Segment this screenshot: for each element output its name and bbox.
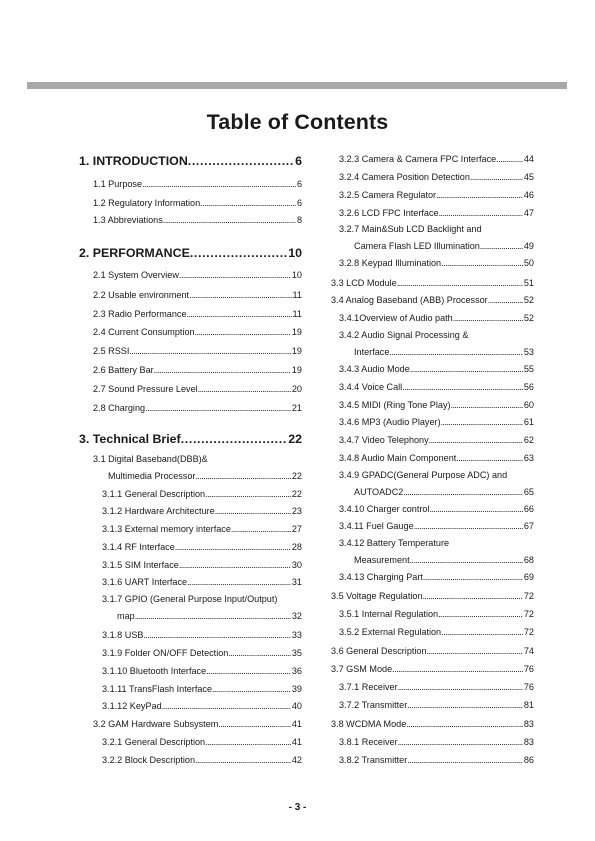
dot-leader	[135, 611, 291, 622]
toc-entry[interactable]	[331, 258, 534, 269]
toc-entry-title: 3.2.5 Camera Regulator	[339, 190, 437, 200]
dot-leader	[488, 295, 523, 306]
dot-leader	[179, 560, 291, 571]
toc-page-number: 72	[523, 627, 534, 637]
toc-entry-title: 3.1.11 TransFlash Interface	[102, 684, 213, 694]
toc-entry-title: 3.4.3 Audio Mode	[339, 364, 410, 374]
dot-leader	[430, 504, 523, 515]
dot-leader	[129, 346, 290, 357]
toc-entry[interactable]	[79, 666, 302, 677]
toc-page-number: 72	[523, 591, 534, 601]
toc-page-number: 22	[291, 489, 302, 499]
toc-page-number: 28	[291, 542, 302, 552]
toc-page-number: 76	[523, 664, 534, 674]
toc-entry[interactable]	[331, 154, 534, 165]
dot-leader	[441, 258, 523, 269]
toc-entry-title: 3.1.4 RF Interface	[102, 542, 175, 552]
toc-page-number: 6	[296, 179, 302, 189]
dot-leader	[410, 364, 523, 375]
toc-entry[interactable]	[331, 435, 534, 446]
dot-leader	[142, 179, 296, 190]
toc-entry-title: 2.1 System Overview	[93, 270, 179, 280]
toc-entry[interactable]	[331, 278, 534, 289]
dot-leader	[215, 506, 291, 517]
toc-entry[interactable]	[79, 755, 302, 766]
dot-leader	[181, 432, 288, 446]
dot-leader	[414, 521, 523, 532]
dot-leader	[423, 572, 523, 583]
dot-leader	[410, 555, 523, 566]
toc-entry[interactable]	[331, 755, 534, 766]
toc-entry[interactable]	[331, 572, 534, 583]
toc-page-number: 76	[523, 682, 534, 692]
toc-page-number: 20	[291, 384, 302, 394]
toc-page-number: 19	[291, 327, 302, 337]
toc-entry[interactable]	[331, 330, 534, 358]
dot-leader	[427, 646, 523, 657]
dot-leader	[439, 208, 523, 219]
toc-entry-title-continued: Multimedia Processor	[108, 471, 196, 481]
dot-leader	[154, 365, 291, 376]
toc-entry-title: 3.8.1 Receiver	[339, 737, 398, 747]
toc-entry-title: 3.2.4 Camera Position Detection	[339, 172, 470, 182]
toc-page-number: 83	[523, 719, 534, 729]
toc-entry[interactable]	[331, 682, 534, 693]
toc-entry[interactable]	[79, 384, 302, 395]
toc-page-number: 35	[291, 648, 302, 658]
toc-page-number: 42	[291, 755, 302, 765]
dot-leader	[218, 719, 291, 730]
toc-entry-title: 3.2.2 Block Description	[102, 755, 196, 765]
dot-leader	[392, 664, 523, 675]
toc-entry[interactable]	[331, 400, 534, 411]
toc-page-number: 47	[523, 208, 534, 218]
toc-page-number: 46	[523, 190, 534, 200]
toc-entry-title: 3.1.5 SIM Interface	[102, 560, 179, 570]
toc-entry[interactable]	[331, 417, 534, 428]
toc-entry[interactable]	[79, 154, 302, 168]
dot-leader	[205, 737, 291, 748]
toc-page-number: 83	[523, 737, 534, 747]
toc-page-number: 49	[523, 241, 534, 251]
toc-page-number: 22	[291, 471, 302, 481]
dot-leader	[438, 609, 523, 620]
dot-leader	[453, 313, 523, 324]
toc-entry-title: 3.1.3 External memory interface	[102, 524, 231, 534]
toc-entry[interactable]	[79, 684, 302, 695]
toc-entry[interactable]	[79, 648, 302, 659]
dot-leader	[496, 154, 523, 165]
dot-leader	[397, 278, 523, 289]
toc-entry[interactable]	[331, 172, 534, 183]
dot-leader	[423, 591, 523, 602]
toc-entry[interactable]	[79, 198, 302, 209]
toc-page-number: 31	[291, 577, 302, 587]
toc-entry[interactable]	[331, 609, 534, 620]
toc-entry[interactable]	[79, 403, 302, 414]
toc-page-number: 22	[288, 432, 302, 446]
toc-entry-title-continued: AUTOADC2	[354, 487, 404, 497]
dot-leader	[407, 700, 523, 711]
dot-leader	[200, 198, 296, 209]
toc-page-number: 40	[291, 701, 302, 711]
toc-entry-title: 3.5.1 Internal Regulation	[339, 609, 439, 619]
dot-leader	[206, 666, 291, 677]
toc-entry[interactable]	[79, 594, 302, 622]
toc-entry[interactable]	[331, 190, 534, 201]
toc-entry-title: 3.2.7 Main&Sub LCD Backlight and	[339, 224, 482, 234]
toc-page-number: 86	[523, 755, 534, 765]
toc-page-number: 44	[523, 154, 534, 164]
toc-page-number: 33	[291, 630, 302, 640]
toc-entry-title: 3. Technical Brief	[79, 432, 181, 446]
toc-entry[interactable]	[79, 365, 302, 376]
toc-entry-title: 3.7 GSM Mode	[331, 664, 393, 674]
dot-leader	[195, 327, 291, 338]
toc-page-number: 6	[296, 198, 302, 208]
toc-entry[interactable]	[331, 295, 534, 306]
toc-page-number: 74	[523, 646, 534, 656]
toc-entry-title: 3.4.2 Audio Signal Processing &	[339, 330, 469, 340]
toc-entry[interactable]	[331, 208, 534, 219]
toc-page-number: 53	[523, 347, 534, 357]
toc-entry-title: 3.1.12 KeyPad	[102, 701, 162, 711]
dot-leader	[429, 435, 523, 446]
toc-entry-title: 3.5.2 External Regulation	[339, 627, 442, 637]
toc-page-number: 69	[523, 572, 534, 582]
toc-page-number: 11	[292, 290, 302, 300]
dot-leader	[212, 684, 291, 695]
dot-leader	[189, 290, 292, 301]
toc-entry[interactable]	[331, 504, 534, 515]
dot-leader	[205, 489, 291, 500]
toc-entry-title: 3.1 Digital Baseband(DBB)&	[93, 454, 208, 464]
toc-page-number: 41	[291, 737, 302, 747]
toc-entry[interactable]	[79, 309, 302, 320]
toc-entry-title: 3.2 GAM Hardware Subsystem	[93, 719, 219, 729]
toc-entry[interactable]	[331, 453, 534, 464]
toc-entry[interactable]	[79, 290, 302, 301]
toc-entry-title: 3.1.8 USB	[102, 630, 144, 640]
toc-entry[interactable]	[331, 313, 534, 324]
toc-entry-title: 3.4.1Overview of Audio path	[339, 313, 453, 323]
toc-entry-title: 2.6 Battery Bar	[93, 365, 154, 375]
toc-entry-title: 1.1 Purpose	[93, 179, 143, 189]
toc-entry-title: 3.4.8 Audio Main Component	[339, 453, 457, 463]
toc-entry[interactable]	[79, 454, 302, 482]
toc-entry[interactable]	[79, 542, 302, 553]
toc-entry-title: 3.4.6 MP3 (Audio Player)	[339, 417, 441, 427]
toc-entry-title: 3.1.1 General Description	[102, 489, 206, 499]
toc-page-number: 10	[288, 246, 302, 260]
toc-page-number: 63	[523, 453, 534, 463]
toc-entry[interactable]	[331, 224, 534, 252]
toc-entry-title: 3.5 Voltage Regulation	[331, 591, 423, 601]
toc-page-number: 27	[291, 524, 302, 534]
dot-leader	[195, 471, 290, 482]
toc-page-number: 60	[523, 400, 534, 410]
toc-entry[interactable]	[79, 179, 302, 190]
toc-entry-title: 3.1.7 GPIO (General Purpose Input/Output)	[102, 594, 278, 604]
toc-entry-title: 2.2 Usable environment	[93, 290, 190, 300]
toc-page-number: 45	[523, 172, 534, 182]
toc-page-number: 67	[523, 521, 534, 531]
toc-entry[interactable]	[79, 270, 302, 281]
toc-entry-title-continued: Measurement	[354, 555, 410, 565]
dot-leader	[403, 487, 523, 498]
toc-entry[interactable]	[331, 591, 534, 602]
toc-page-number: 19	[291, 365, 302, 375]
toc-page-number: 36	[291, 666, 302, 676]
dot-leader	[187, 577, 291, 588]
toc-entry[interactable]	[79, 327, 302, 338]
dot-leader	[436, 190, 523, 201]
toc-entry-title: 2. PERFORMANCE	[79, 246, 190, 260]
toc-entry[interactable]	[331, 719, 534, 730]
toc-entry-title: 3.4.12 Battery Temperature	[339, 538, 450, 548]
toc-page-number: 68	[523, 555, 534, 565]
toc-entry-title: 1.2 Regulatory Information	[93, 198, 201, 208]
toc-entry-title: 2.5 RSSI	[93, 346, 130, 356]
dot-leader	[198, 384, 291, 395]
toc-entry-title: 3.7.1 Receiver	[339, 682, 398, 692]
toc-entry-title: 3.4.11 Fuel Gauge	[339, 521, 414, 531]
toc-page-number: 10	[291, 270, 302, 280]
toc-page-number: 52	[523, 313, 534, 323]
toc-entry-title: 3.3 LCD Module	[331, 278, 397, 288]
dot-leader	[228, 648, 291, 659]
toc-entry-title: 2.4 Current Consumption	[93, 327, 195, 337]
toc-entry[interactable]	[79, 560, 302, 571]
toc-entry[interactable]	[79, 630, 302, 641]
dot-leader	[470, 172, 523, 183]
dot-leader	[179, 270, 291, 281]
toc-entry-title: 3.4.5 MIDI (Ring Tone Play)	[339, 400, 451, 410]
toc-entry[interactable]	[79, 701, 302, 712]
toc-entry-title: 3.1.2 Hardware Architecture	[102, 506, 215, 516]
toc-page-number: 19	[291, 346, 302, 356]
dot-leader	[398, 737, 523, 748]
dot-leader	[480, 241, 523, 252]
toc-entry[interactable]	[331, 737, 534, 748]
dot-leader	[163, 215, 296, 226]
toc-entry-title: 3.2.6 LCD FPC Interface	[339, 208, 439, 218]
toc-page-number: 21	[291, 403, 302, 413]
dot-leader	[398, 682, 523, 693]
toc-page-number: 32	[291, 611, 302, 621]
toc-page-number: 41	[291, 719, 302, 729]
toc-page-number: 30	[291, 560, 302, 570]
page-number: - 3 -	[288, 802, 307, 813]
toc-page-number: 65	[523, 487, 534, 497]
toc-entry[interactable]	[79, 432, 302, 446]
toc-entry[interactable]	[331, 364, 534, 375]
toc-page-number: 81	[523, 700, 534, 710]
dot-leader	[231, 524, 291, 535]
dot-leader	[162, 701, 291, 712]
toc-entry[interactable]	[79, 489, 302, 500]
dot-leader	[187, 309, 292, 320]
toc-page-number: 62	[523, 435, 534, 445]
toc-entry[interactable]	[331, 700, 534, 711]
dot-leader	[406, 719, 523, 730]
toc-entry-title: 3.4.10 Charger control	[339, 504, 430, 514]
dot-leader	[441, 627, 523, 638]
dot-leader	[402, 382, 523, 393]
toc-page-number: 66	[523, 504, 534, 514]
toc-entry-title: 1.3 Abbreviations	[93, 215, 163, 225]
toc-entry-title: 3.1.10 Bluetooth Interface	[102, 666, 207, 676]
toc-entry-title: 2.8 Charging	[93, 403, 146, 413]
toc-page-number: 8	[296, 215, 302, 225]
dot-leader	[190, 246, 287, 260]
toc-entry[interactable]	[79, 524, 302, 535]
dot-leader	[145, 403, 291, 414]
toc-entry-title: 1. INTRODUCTION	[79, 154, 188, 168]
dot-leader	[407, 755, 523, 766]
toc-entry[interactable]	[331, 538, 534, 566]
toc-entry-title: 3.1.9 Folder ON/OFF Detection	[102, 648, 229, 658]
toc-entry-title: 3.4 Analog Baseband (ABB) Processor	[331, 295, 488, 305]
toc-page-number: 56	[523, 382, 534, 392]
toc-entry-title: 2.7 Sound Pressure Level	[93, 384, 198, 394]
toc-page-number: 55	[523, 364, 534, 374]
toc-page-number: 23	[291, 506, 302, 516]
toc-entry[interactable]	[79, 737, 302, 748]
toc-entry-title: 3.6 General Description	[331, 646, 427, 656]
toc-entry-title: 3.8.2 Transmitter	[339, 755, 408, 765]
toc-page-number: 39	[291, 684, 302, 694]
dot-leader	[389, 347, 522, 358]
toc-entry[interactable]	[331, 470, 534, 498]
dot-leader	[451, 400, 523, 411]
dot-leader	[195, 755, 291, 766]
toc-entry-title-continued: Camera Flash LED Illumination	[354, 241, 480, 251]
toc-entry-title: 3.4.4 Voice Call	[339, 382, 403, 392]
toc-entry[interactable]	[331, 627, 534, 638]
toc-entry-title-continued: map	[117, 611, 135, 621]
toc-entry[interactable]	[79, 719, 302, 730]
toc-entry[interactable]	[331, 664, 534, 675]
header-rule	[27, 82, 567, 89]
toc-entry-title: 3.7.2 Transmitter	[339, 700, 408, 710]
toc-entry-title: 3.2.1 General Description	[102, 737, 206, 747]
toc-entry-title: 3.4.9 GPADC(General Purpose ADC) and	[339, 470, 508, 480]
toc-entry[interactable]	[79, 246, 302, 260]
toc-entry-title: 3.2.8 Keypad Illumination	[339, 258, 442, 268]
toc-entry[interactable]	[79, 346, 302, 357]
dot-leader	[175, 542, 291, 553]
toc-entry-title-continued: Interface	[354, 347, 390, 357]
toc-entry[interactable]	[331, 646, 534, 657]
dot-leader	[143, 630, 290, 641]
toc-page-number: 61	[523, 417, 534, 427]
toc-page-number: 72	[523, 609, 534, 619]
toc-entry-title: 3.8 WCDMA Mode	[331, 719, 407, 729]
toc-entry[interactable]	[79, 577, 302, 588]
toc-page-number: 51	[523, 278, 534, 288]
toc-page-number: 50	[523, 258, 534, 268]
dot-leader	[441, 417, 523, 428]
dot-leader	[188, 154, 294, 168]
toc-entry-title: 3.1.6 UART Interface	[102, 577, 188, 587]
toc-entry-title: 3.4.13 Charging Part	[339, 572, 423, 582]
toc-page-number: 11	[292, 309, 302, 319]
page-title: Table of Contents	[206, 110, 389, 134]
toc-entry[interactable]	[331, 382, 534, 393]
toc-entry-title: 2.3 Radio Performance	[93, 309, 187, 319]
dot-leader	[456, 453, 523, 464]
toc-entry[interactable]	[79, 506, 302, 517]
toc-page-number: 52	[523, 295, 534, 305]
toc-entry[interactable]	[331, 521, 534, 532]
toc-entry-title: 3.4.7 Video Telephony	[339, 435, 429, 445]
toc-entry[interactable]	[79, 215, 302, 226]
toc-entry-title: 3.2.3 Camera & Camera FPC Interface	[339, 154, 497, 164]
toc-page-number: 6	[295, 154, 302, 168]
